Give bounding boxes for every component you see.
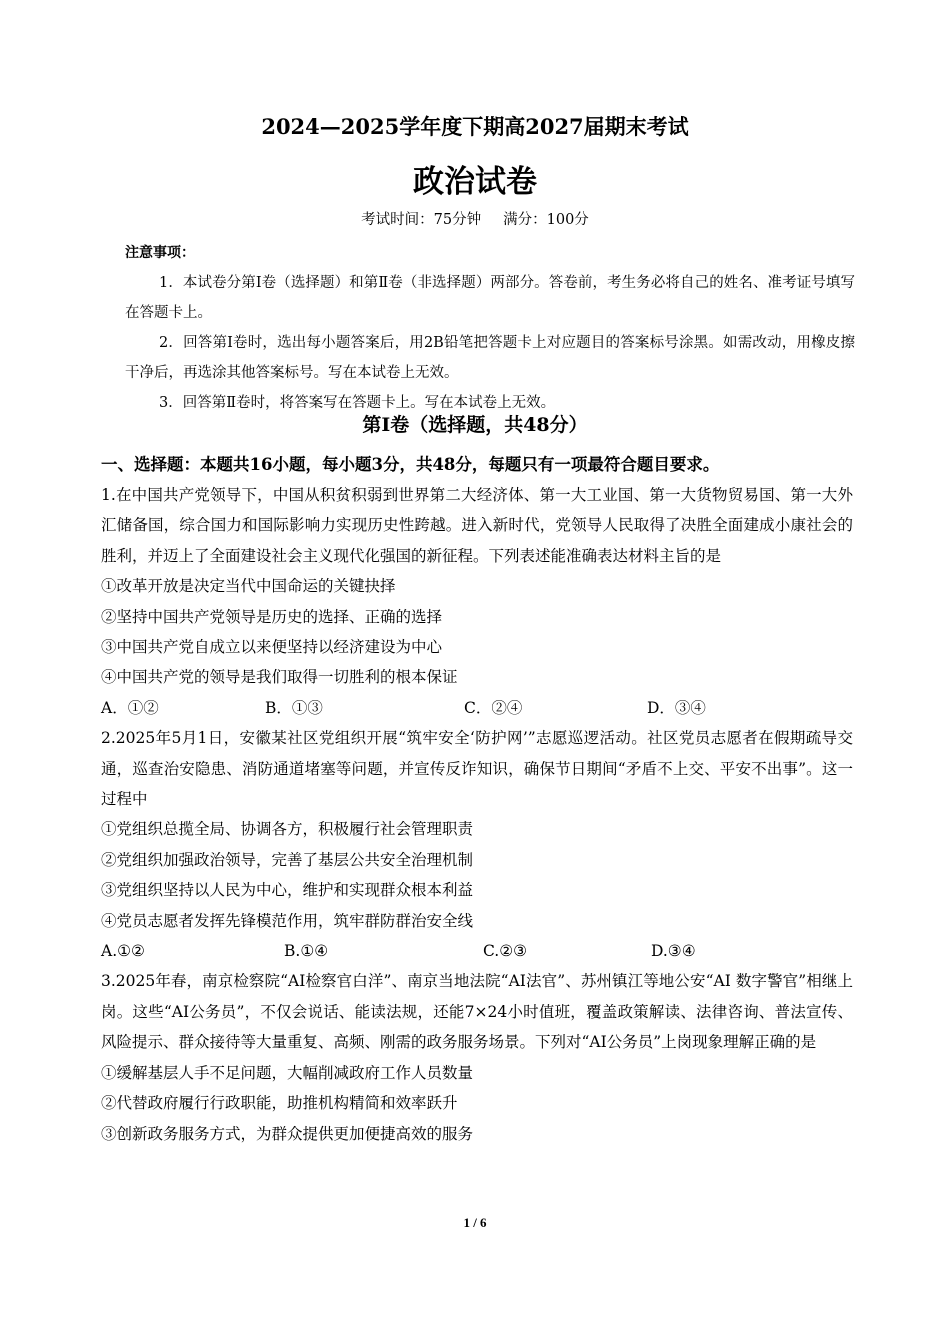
exam-duration: 考试时间：75分钟 [361, 212, 482, 228]
notice-block [125, 238, 855, 418]
statement-option: ②代替政府履行行政职能，助推机构精简和效率跃升 [101, 1094, 458, 1113]
notice-heading: 注意事项： [125, 245, 195, 261]
choice-c: C．②④ [464, 698, 523, 717]
statement-option: ④党员志愿者发挥先锋模范作用，筑牢群防群治安全线 [101, 911, 474, 930]
exam-full-score: 满分：100分 [503, 212, 589, 228]
statement-option: ①改革开放是决定当代中国命运的关键抉择 [101, 577, 396, 596]
question-list [101, 480, 853, 1149]
page-number: 1 / 6 [463, 1215, 487, 1230]
statement-option: ②党组织加强政治领导，完善了基层公共安全治理机制 [101, 850, 474, 869]
statement-option: ③中国共产党自成立以来便坚持以经济建设为中心 [101, 638, 443, 657]
statement-option: ①党组织总揽全局、协调各方，积极履行社会管理职责 [101, 820, 474, 839]
section-title: 第Ⅰ卷（选择题，共48分） [362, 414, 588, 436]
exam-meta [0, 208, 950, 229]
exam-title: 2024—2025学年度下期高2027届期末考试 [261, 114, 689, 139]
part-heading: 一、选择题：本题共16小题，每小题3分，共48分，每题只有一项最符合题目要求。 [101, 455, 720, 474]
question-2 [101, 723, 853, 966]
notice-item-1: 1．本试卷分第Ⅰ卷（选择题）和第Ⅱ卷（非选择题）两部分。答卷前，考生务必将自己的姓名、准考证号填写在答题卡上。 [125, 275, 855, 321]
notice-item-3: 3．回答第Ⅱ卷时，将答案写在答题卡上。写在本试卷上无效。 [159, 395, 556, 411]
choice-a: A.①② [101, 942, 145, 961]
statement-option: ②坚持中国共产党领导是历史的选择、正确的选择 [101, 607, 443, 626]
statement-option: ③党组织坚持以人民为中心，维护和实现群众根本利益 [101, 881, 474, 900]
choice-d: D．③④ [647, 698, 706, 717]
statement-option: ④中国共产党的领导是我们取得一切胜利的根本保证 [101, 668, 458, 687]
choice-a: A．①② [101, 698, 159, 717]
choice-c: C.②③ [483, 942, 528, 961]
notice-item-2: 2．回答第Ⅰ卷时，选出每小题答案后，用2B铅笔把答题卡上对应题目的答案标号涂黑。如需改动，用橡皮擦干净后，再选涂其他答案标号。写在本试卷上无效。 [125, 335, 855, 381]
question-3 [101, 966, 853, 1148]
answer-choices [101, 936, 853, 966]
subject-title: 政治试卷 [413, 164, 537, 200]
choice-d: D.③④ [651, 942, 696, 961]
question-stem: 1.在中国共产党领导下，中国从积贫积弱到世界第二大经济体、第一大工业国、第一大货物贸易国、第一大外汇储备国，综合国力和国际影响力实现历史性跨越。进入新时代，党领导人民取得了决胜全面建成小康社会的胜利，并迈上了全面建设社会主义现代化强国的新征程。下列表述能准确表达材料主旨的是 [101, 486, 853, 565]
question-stem: 3.2025年春，南京检察院“AI检察官白洋”、南京当地法院“AI法官”、苏州镇江等地公安“AI 数字警官”相继上岗。这些“AI公务员”，不仅会说话、能读法规，还能7×24小时值班，覆盖政策解读、法律咨询、普法宣传、风险提示、群众接待等大量重复、高频、刚需的政务服务场景。下列对“AI公务员”上岗现象理解正确的是 [101, 972, 853, 1052]
choice-b: B．①③ [265, 698, 323, 717]
choice-b: B.①④ [284, 942, 329, 961]
answer-choices [101, 693, 853, 723]
statement-option: ①缓解基层人手不足问题，大幅削减政府工作人员数量 [101, 1063, 474, 1082]
question-stem: 2.2025年5月1日，安徽某社区党组织开展“筑牢安全‘防护网’”志愿巡逻活动。社区党员志愿者在假期疏导交通，巡查治安隐患、消防通道堵塞等问题，并宣传反诈知识，确保节日期间“矛盾不上交、平安不出事”。这一过程中 [101, 729, 853, 809]
question-1 [101, 480, 853, 723]
statement-option: ③创新政务服务方式，为群众提供更加便捷高效的服务 [101, 1124, 474, 1143]
